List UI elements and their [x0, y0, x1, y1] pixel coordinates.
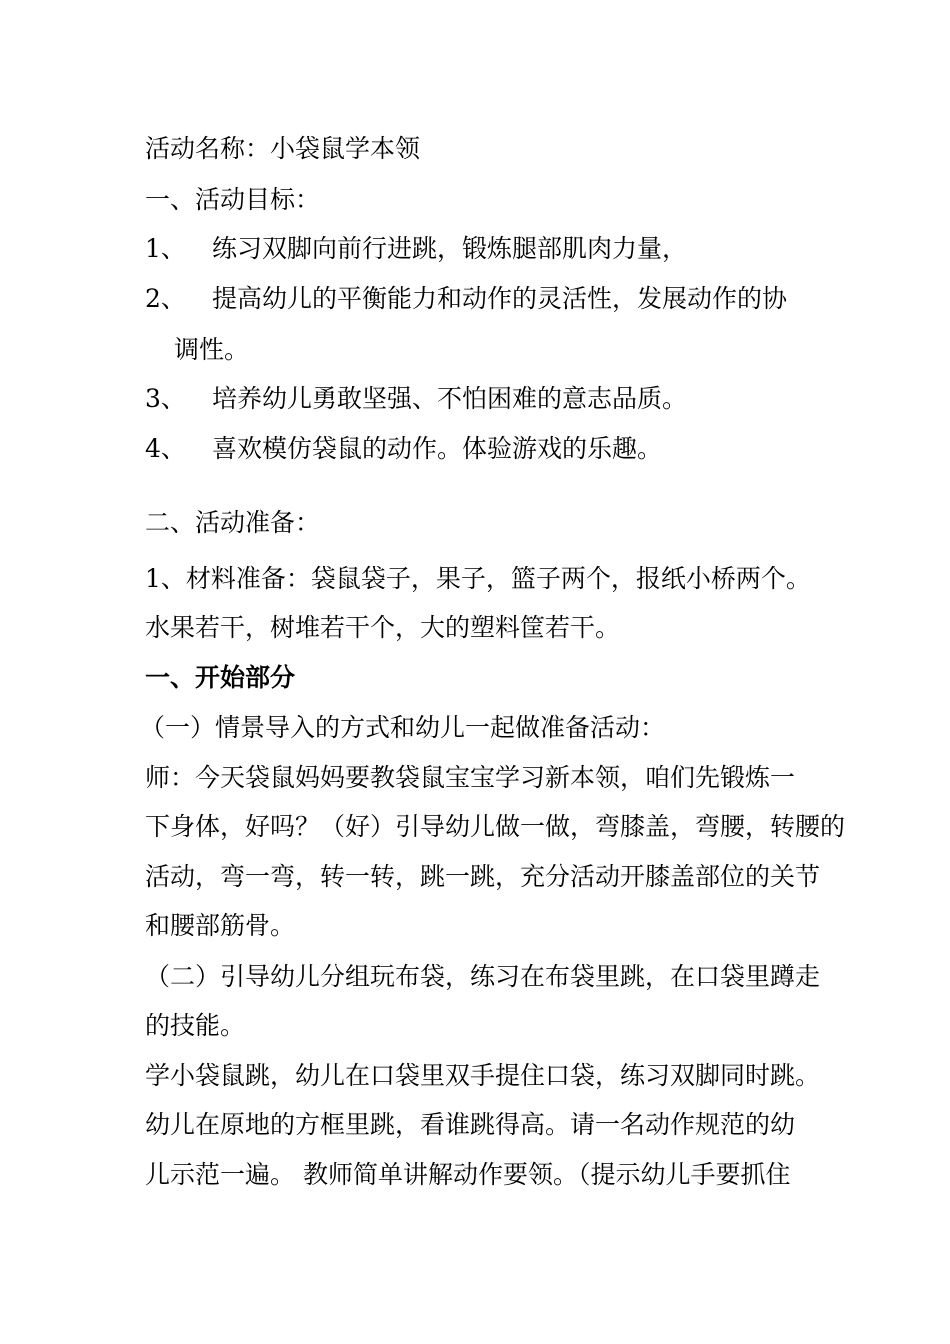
goal-text: 提高幼儿的平衡能力和动作的灵活性，发展动作的协 — [212, 284, 788, 313]
paragraph-line: 学小袋鼠跳，幼儿在口袋里双手提住口袋，练习双脚同时跳。 — [145, 1061, 821, 1090]
preparation-line: 水果若干，树堆若干个，大的塑料筐若干。 — [145, 613, 621, 642]
goal-text: 培养幼儿勇敢坚强、不怕困难的意志品质。 — [212, 384, 688, 413]
subheading-one: （一）情景导入的方式和幼儿一起做准备活动： — [140, 713, 666, 742]
preparation-line: 1、材料准备：袋鼠袋子，果子，篮子两个，报纸小桥两个。 — [145, 564, 811, 593]
goal-text: 喜欢模仿袋鼠的动作。体验游戏的乐趣。 — [212, 434, 663, 463]
paragraph-line: 和腰部筋骨。 — [145, 911, 296, 940]
section-heading-start: 一、开始部分 — [145, 663, 296, 692]
paragraph-line: 儿示范一遍。 教师简单讲解动作要领。（提示幼儿手要抓住 — [145, 1160, 791, 1189]
goal-number: 4、 — [145, 434, 186, 463]
section-heading-preparation: 二、活动准备： — [145, 508, 321, 537]
activity-title: 活动名称：小袋鼠学本领 — [145, 134, 421, 163]
section-heading-goals: 一、活动目标： — [145, 185, 321, 214]
paragraph-line: 活动，弯一弯，转一转，跳一跳，充分活动开膝盖部位的关节 — [145, 862, 821, 891]
subheading-two-continuation: 的技能。 — [145, 1011, 246, 1040]
paragraph-line: 师：今天袋鼠妈妈要教袋鼠宝宝学习新本领，咱们先锻炼一 — [145, 763, 796, 792]
goal-number: 2、 — [145, 284, 186, 313]
goal-number: 1、 — [145, 234, 186, 263]
paragraph-line: 下身体，好吗？（好）引导幼儿做一做，弯膝盖，弯腰，转腰的 — [145, 812, 846, 841]
goal-text: 练习双脚向前行进跳，锻炼腿部肌肉力量， — [212, 234, 688, 263]
subheading-two: （二）引导幼儿分组玩布袋，练习在布袋里跳，在口袋里蹲走 — [145, 962, 821, 991]
goal-number: 3、 — [145, 384, 186, 413]
goal-item-2-continuation: 调性。 — [174, 335, 250, 364]
paragraph-line: 幼儿在原地的方框里跳，看谁跳得高。请一名动作规范的幼 — [145, 1110, 796, 1139]
